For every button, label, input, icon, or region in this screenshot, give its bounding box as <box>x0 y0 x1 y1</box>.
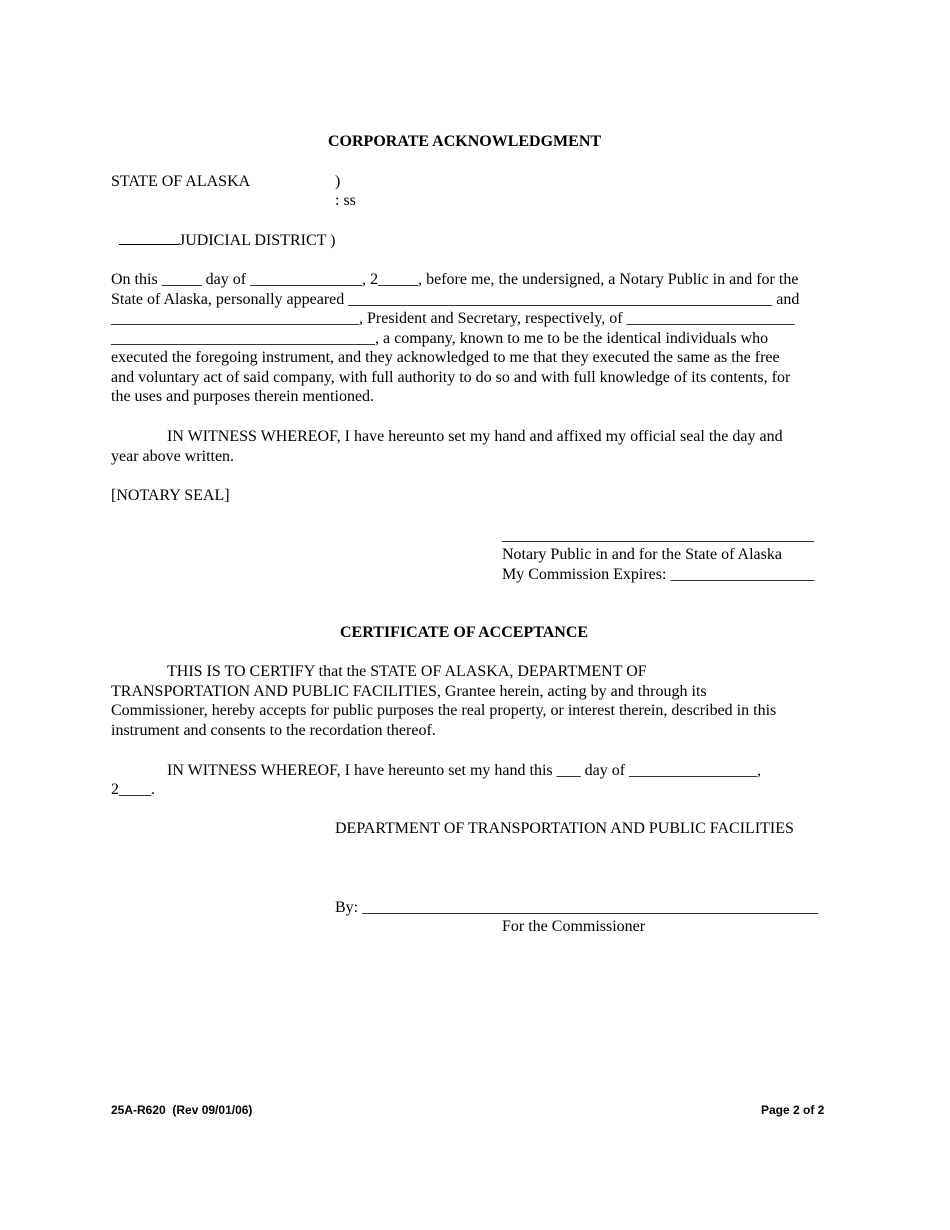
ack-line-3: _______________________________, President and Secretary, respectively, of _____________________ <box>111 310 795 327</box>
ack-line-4: _________________________________, a company, known to me to be the identical individuals who <box>111 330 769 347</box>
ack-line-7: the uses and purposes therein mentioned. <box>111 388 375 405</box>
ack-line-2: State of Alaska, personally appeared _____________________________________________________ and <box>111 291 800 308</box>
venue-ss: : ss <box>335 192 356 209</box>
ack-line-1: On this _____ day of ______________, 2_____, before me, the undersigned, a Notary Public in and for the <box>111 271 799 288</box>
cert-witness-line-1: IN WITNESS WHEREOF, I have hereunto set my hand this ___ day of ________________, <box>167 762 762 779</box>
venue-state: STATE OF ALASKA <box>111 173 251 190</box>
ack-line-5: executed the foregoing instrument, and they acknowledged to me that they executed the same as the free <box>111 349 780 366</box>
cert-line-4: instrument and consents to the recordation thereof. <box>111 722 436 739</box>
page-number: Page 2 of 2 <box>761 1103 825 1117</box>
venue-district-row <box>111 210 335 250</box>
venue-district: JUDICIAL DISTRICT ) <box>179 231 336 249</box>
cert-line-2: TRANSPORTATION AND PUBLIC FACILITIES, Grantee herein, acting by and through its <box>111 683 707 700</box>
cert-line-3: Commissioner, hereby accepts for public purposes the real property, or interest therein, described in this <box>111 702 777 719</box>
venue-paren: ) <box>335 173 341 190</box>
acknowledgment-title: CORPORATE ACKNOWLEDGMENT <box>328 133 602 150</box>
by-signature-line[interactable]: By: _________________________________________________________ <box>335 899 819 916</box>
notary-seal-label: [NOTARY SEAL] <box>111 487 230 504</box>
for-commissioner-label: For the Commissioner <box>502 918 646 935</box>
commission-expires: My Commission Expires: __________________ <box>502 566 815 583</box>
certificate-title: CERTIFICATE OF ACCEPTANCE <box>340 624 589 641</box>
ack-line-6: and voluntary act of said company, with full authority to do so and with full knowledge of its contents, for <box>111 369 791 386</box>
notary-signature-line[interactable]: _______________________________________ <box>502 527 814 544</box>
district-blank[interactable] <box>119 230 179 245</box>
ack-witness-line-2: year above written. <box>111 448 235 465</box>
ack-witness-line-1: IN WITNESS WHEREOF, I have hereunto set my hand and affixed my official seal the day and <box>167 428 783 445</box>
form-id: 25A-R620 (Rev 09/01/06) <box>111 1103 253 1117</box>
notary-label: Notary Public in and for the State of Alaska <box>502 546 782 563</box>
cert-line-1: THIS IS TO CERTIFY that the STATE OF ALASKA, DEPARTMENT OF <box>167 663 647 680</box>
cert-witness-line-2: 2____. <box>111 781 155 798</box>
department-label: DEPARTMENT OF TRANSPORTATION AND PUBLIC FACILITIES <box>335 820 794 837</box>
